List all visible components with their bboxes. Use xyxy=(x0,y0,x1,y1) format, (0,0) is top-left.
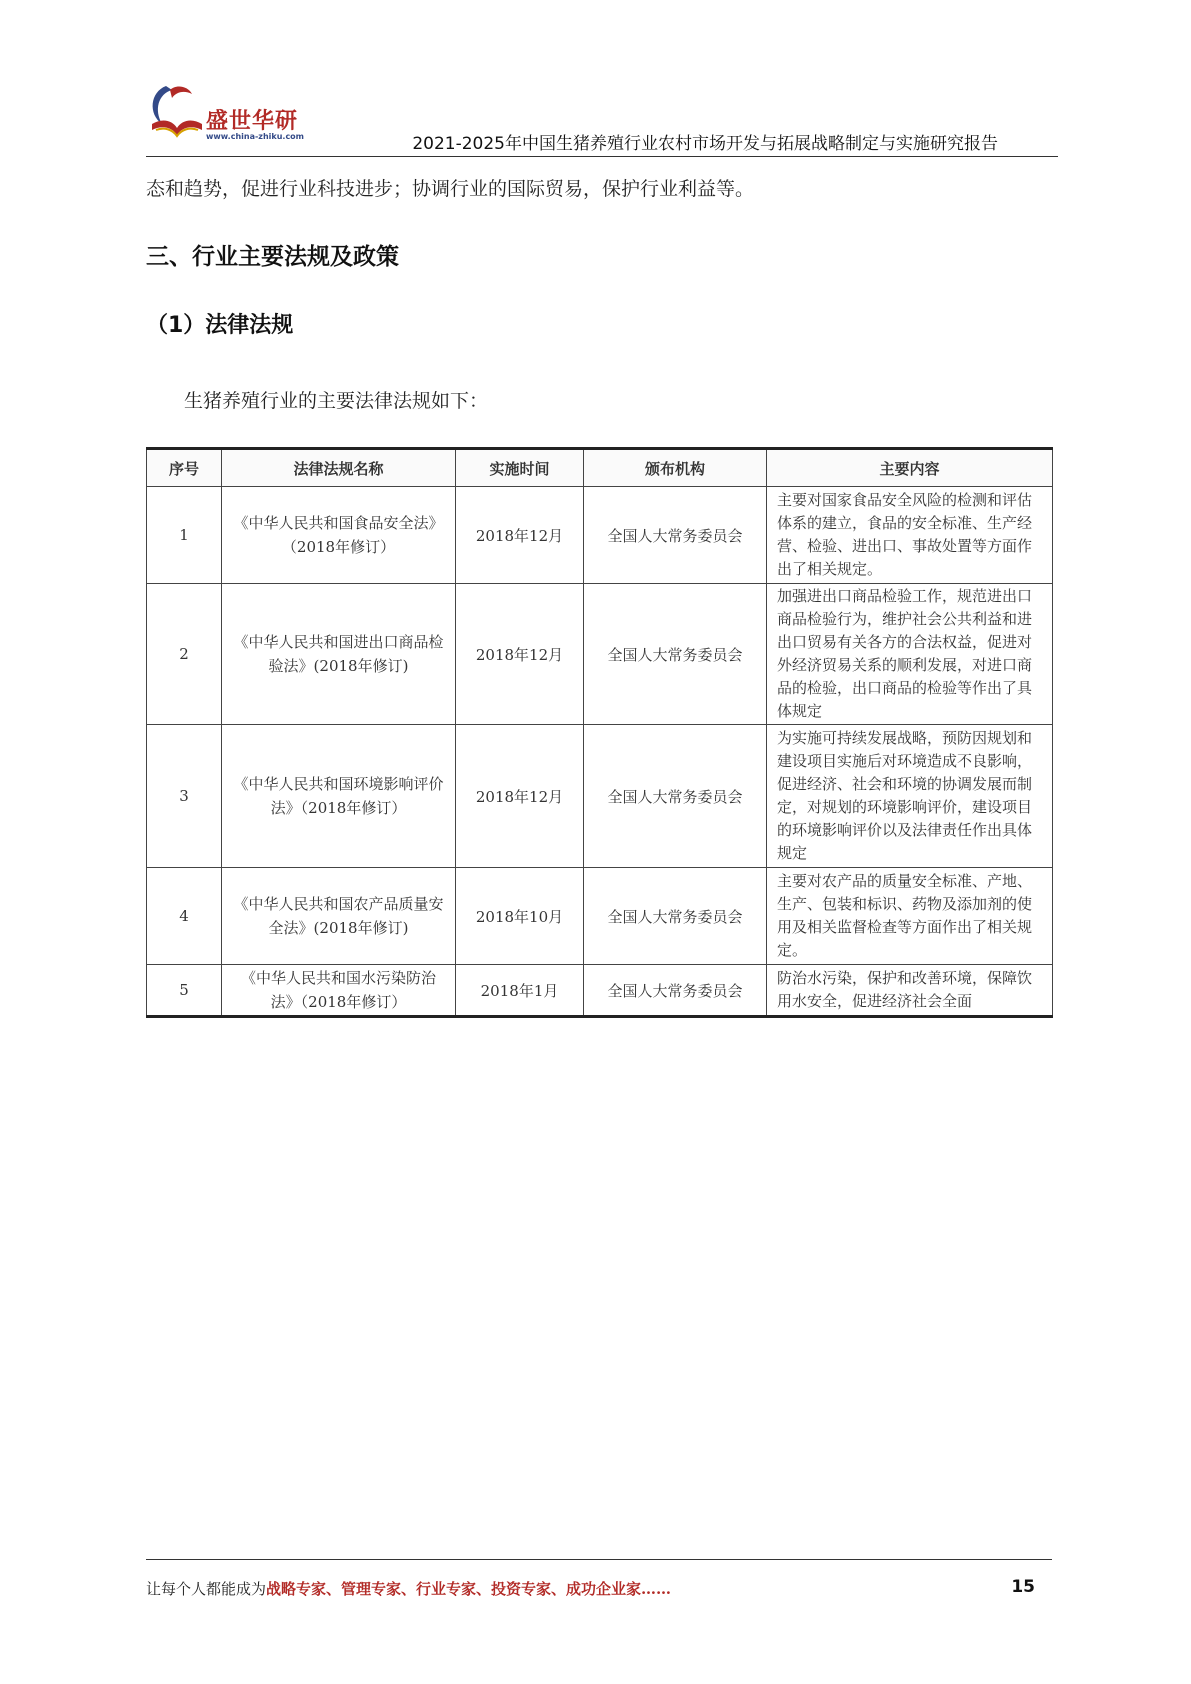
effective-date: 2018年10月 xyxy=(456,868,584,965)
report-title: 2021-2025年中国生猪养殖行业农村市场开发与拓展战略制定与实施研究报告 xyxy=(412,134,998,154)
laws-table xyxy=(146,447,1053,1018)
main-content: 防治水污染，保护和改善环境，保障饮用水安全，促进经济社会全面 xyxy=(767,965,1053,1017)
issuing-body: 全国人大常务委员会 xyxy=(584,584,767,725)
effective-date: 2018年12月 xyxy=(456,725,584,868)
section-heading: 三、行业主要法规及政策 xyxy=(146,244,399,270)
main-content: 主要对农产品的质量安全标准、产地、生产、包装和标识、药物及添加剂的使用及相关监督检查等方面作出了相关规定。 xyxy=(767,868,1053,965)
table-row xyxy=(147,584,1053,725)
row-number: 1 xyxy=(147,487,222,584)
row-number: 4 xyxy=(147,868,222,965)
table-row xyxy=(147,965,1053,1017)
slogan-highlight: 战略专家、管理专家、行业专家、投资专家、成功企业家…… xyxy=(266,1580,672,1598)
issuing-body: 全国人大常务委员会 xyxy=(584,725,767,868)
continuation-paragraph: 态和趋势，促进行业科技进步；协调行业的国际贸易，保护行业利益等。 xyxy=(146,178,755,200)
law-name: 《中华人民共和国水污染防治法》（2018年修订） xyxy=(222,965,456,1017)
intro-paragraph: 生猪养殖行业的主要法律法规如下： xyxy=(184,390,489,412)
law-name: 《中华人民共和国环境影响评价法》（2018年修订） xyxy=(222,725,456,868)
header-divider xyxy=(146,156,1058,157)
header-date: 实施时间 xyxy=(456,449,584,487)
main-content: 加强进出口商品检验工作，规范进出口商品检验行为，维护社会公共利益和进出口贸易有关各方的合法权益，促进对外经济贸易关系的顺利发展，对进口商品的检验，出口商品的检验等作出了具体规定 xyxy=(767,584,1053,725)
law-name: 《中华人民共和国进出口商品检验法》(2018年修订) xyxy=(222,584,456,725)
header-name: 法律法规名称 xyxy=(222,449,456,487)
issuing-body: 全国人大常务委员会 xyxy=(584,487,767,584)
slogan-prefix: 让每个人都能成为 xyxy=(146,1580,267,1598)
effective-date: 2018年12月 xyxy=(456,487,584,584)
effective-date: 2018年12月 xyxy=(456,584,584,725)
page-number: 15 xyxy=(1011,1577,1035,1597)
header-no: 序号 xyxy=(147,449,222,487)
table-row xyxy=(147,725,1053,868)
logo-url: www.china-zhiku.com xyxy=(206,132,305,141)
law-name: 《中华人民共和国农产品质量安全法》(2018年修订) xyxy=(222,868,456,965)
law-name: 《中华人民共和国食品安全法》（2018年修订） xyxy=(222,487,456,584)
header-org: 颁布机构 xyxy=(584,449,767,487)
header-content: 主要内容 xyxy=(767,449,1053,487)
issuing-body: 全国人大常务委员会 xyxy=(584,868,767,965)
footer-slogan xyxy=(146,1578,671,1599)
row-number: 5 xyxy=(147,965,222,1017)
issuing-body: 全国人大常务委员会 xyxy=(584,965,767,1017)
company-logo xyxy=(146,80,316,150)
main-content: 为实施可持续发展战略，预防因规划和建设项目实施后对环境造成不良影响，促进经济、社会和环境的协调发展而制定，对规划的环境影响评价，建设项目的环境影响评价以及法律责任作出具体规定 xyxy=(767,725,1053,868)
logo-book-icon xyxy=(146,80,208,142)
table-header-row xyxy=(147,449,1053,487)
row-number: 2 xyxy=(147,584,222,725)
footer-divider xyxy=(146,1559,1052,1560)
subsection-heading: （1）法律法规 xyxy=(146,313,294,338)
table-row xyxy=(147,487,1053,584)
table-row xyxy=(147,868,1053,965)
logo-name: 盛世华研 xyxy=(206,108,299,134)
row-number: 3 xyxy=(147,725,222,868)
main-content: 主要对国家食品安全风险的检测和评估体系的建立，食品的安全标准、生产经营、检验、进出口、事故处置等方面作出了相关规定。 xyxy=(767,487,1053,584)
page-header xyxy=(146,80,1058,158)
effective-date: 2018年1月 xyxy=(456,965,584,1017)
